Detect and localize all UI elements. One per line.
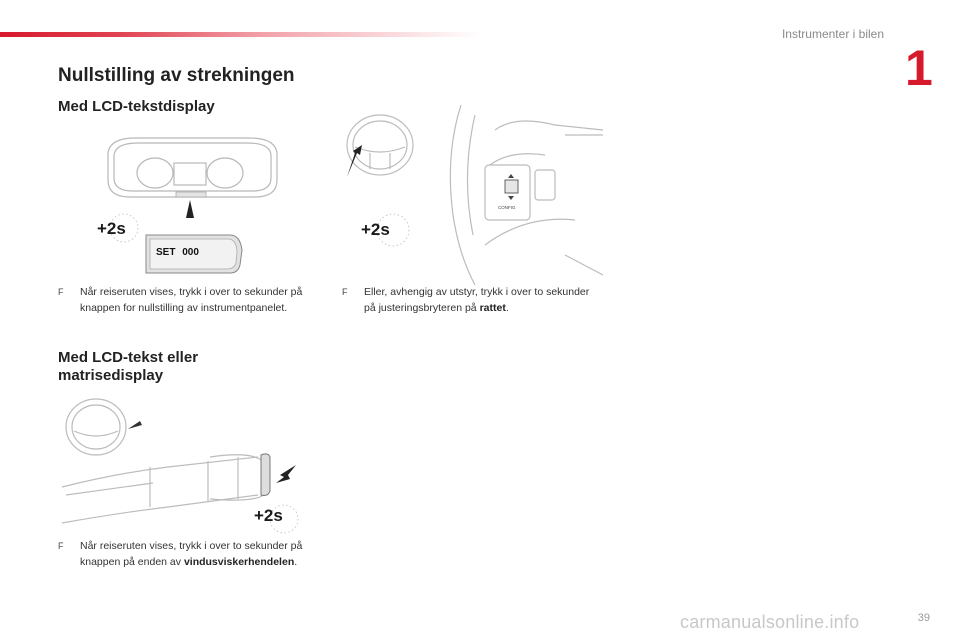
config-label: CONFIG <box>498 205 516 210</box>
watermark: carmanualsonline.info <box>680 612 860 632</box>
section-name: Instrumenter i bilen <box>781 27 884 41</box>
page-number: 39 <box>917 612 930 624</box>
instruction-lcd-matrix: F Når reiseruten vises, trykk i over to sekunder på knappen på enden av vindusviskerhendelen. <box>58 540 303 568</box>
bullet-icon: F <box>58 541 64 551</box>
page-title: Nullstilling av strekningen <box>58 65 295 86</box>
bullet-icon: F <box>342 287 348 297</box>
heading-lcd-matrix: Med LCD-tekst eller matrisedisplay <box>58 349 199 384</box>
bullet-icon: F <box>58 287 64 297</box>
arrow-icon <box>186 200 194 218</box>
hold-duration-badge: +2s <box>361 220 390 239</box>
set-button-label: SET <box>156 247 176 258</box>
instruction-steering: F Eller, avhengig av utstyr, trykk i over to sekunder på justeringsbryteren på rattet. <box>342 286 590 314</box>
instruction-lcd-text: F Når reiseruten vises, trykk i over to sekunder på knappen for nullstilling av instrumentpanelet. <box>58 286 303 314</box>
set-button-value: 000 <box>182 247 199 258</box>
hold-duration-badge: +2s <box>97 219 126 238</box>
arrow-icon <box>276 465 296 483</box>
chapter-number: 1 <box>905 40 933 96</box>
wiper-stalk-illustration <box>58 395 308 535</box>
steering-wheel-illustration <box>335 105 605 285</box>
hold-duration-badge: +2s <box>254 506 283 525</box>
heading-lcd-text: Med LCD-tekstdisplay <box>58 98 215 115</box>
header-accent-bar <box>0 32 480 37</box>
instrument-cluster-illustration <box>90 135 290 280</box>
